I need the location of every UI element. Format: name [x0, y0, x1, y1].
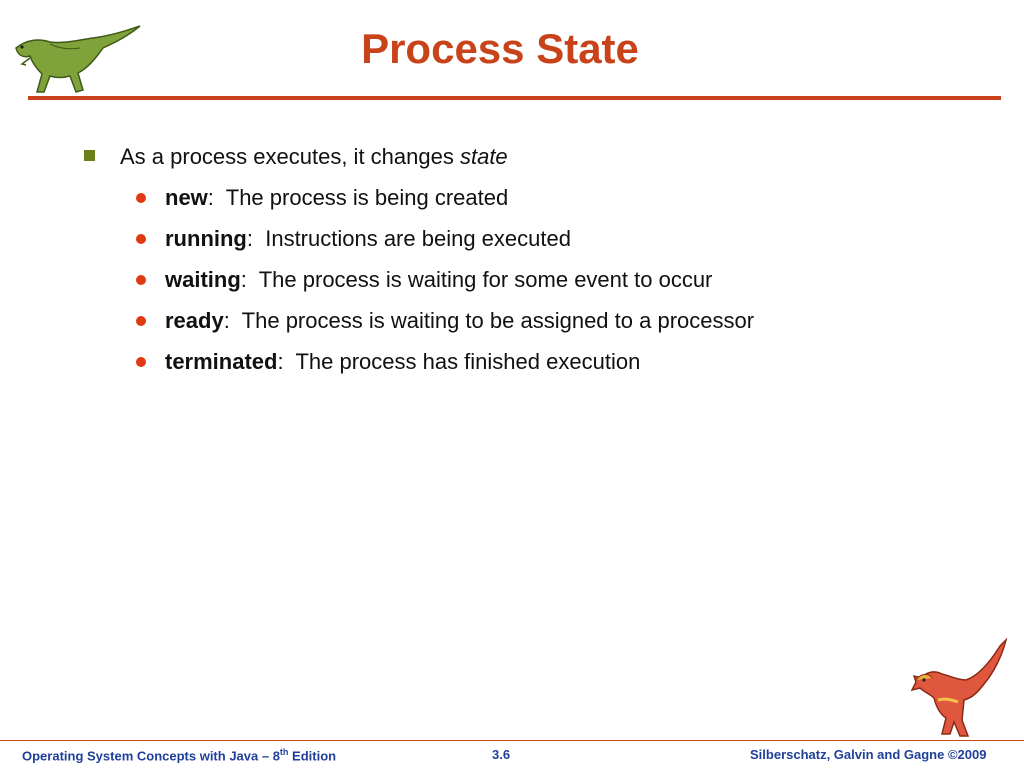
- square-bullet-icon: [84, 150, 95, 161]
- footer-superscript: th: [279, 747, 289, 757]
- bullet-level2: [165, 308, 754, 334]
- red-dinosaur-icon: [902, 636, 1014, 742]
- bullet-level2: [165, 349, 640, 375]
- state-description: The process is being created: [225, 185, 509, 210]
- term-separator: :: [207, 185, 226, 210]
- bullet-level2: [165, 267, 712, 293]
- footer-book-title-edition: Edition: [288, 748, 337, 764]
- round-bullet-icon: [136, 316, 146, 326]
- round-bullet-icon: [136, 357, 146, 367]
- bullet-level2: [165, 185, 508, 211]
- bullet-emphasis: state: [459, 144, 508, 169]
- state-description: The process is waiting to be assigned to a processor: [241, 308, 755, 333]
- bullet-level1: [120, 144, 508, 170]
- footer-rule: [0, 740, 1024, 741]
- term-separator: :: [240, 267, 259, 292]
- state-term: running: [165, 226, 247, 251]
- state-description: Instructions are being executed: [265, 226, 571, 251]
- bullet-text: As a process executes, it changes: [120, 144, 460, 169]
- round-bullet-icon: [136, 193, 146, 203]
- term-separator: :: [277, 349, 296, 374]
- state-description: The process has finished execution: [295, 349, 641, 374]
- footer-page-number: 3.6: [492, 747, 511, 762]
- state-term: waiting: [165, 267, 241, 292]
- term-separator: :: [223, 308, 242, 333]
- slide-title: Process State: [361, 25, 639, 72]
- round-bullet-icon: [136, 234, 146, 244]
- round-bullet-icon: [136, 275, 146, 285]
- footer-book-title-text: Operating System Concepts with Java – 8: [22, 748, 280, 764]
- state-term: new: [165, 185, 208, 210]
- bullet-level2: [165, 226, 571, 252]
- footer-book-title: [22, 747, 336, 763]
- state-term: ready: [165, 308, 224, 333]
- title-underline: [28, 96, 1001, 100]
- state-description: The process is waiting for some event to occur: [258, 267, 713, 292]
- footer-copyright: Silberschatz, Galvin and Gagne ©2009: [750, 747, 987, 762]
- term-separator: :: [246, 226, 266, 251]
- state-term: terminated: [165, 349, 278, 374]
